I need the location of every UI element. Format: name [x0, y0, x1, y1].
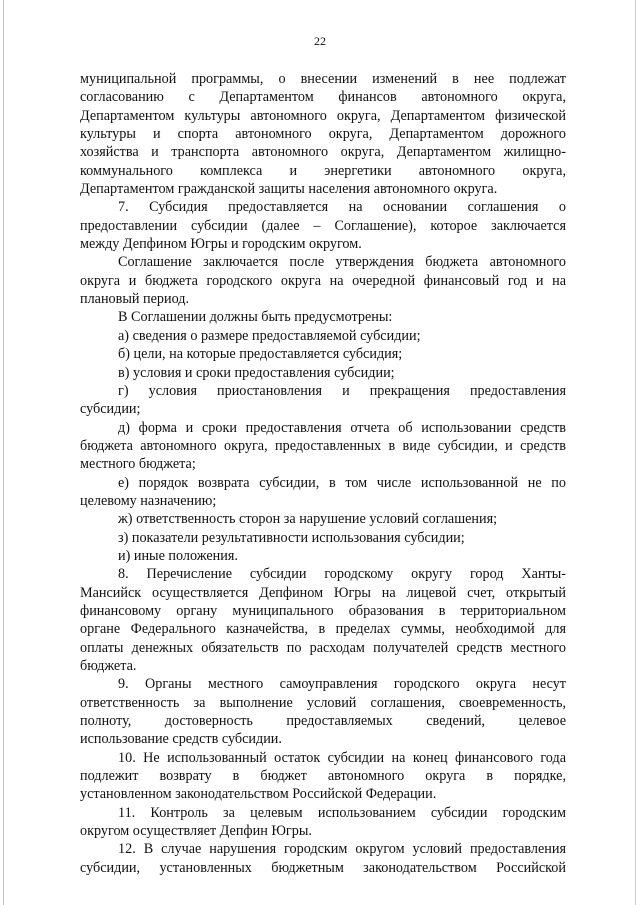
text-line: Соглашение заключается после утверждения бюджета автономного	[118, 254, 566, 271]
text-line: оплаты денежных обязательств по расходам получателей средств местного	[80, 639, 566, 656]
text-line: предоставлении субсидии (далее – Соглашение), которое заключается	[80, 217, 566, 234]
text-line: 7. Субсидия предоставляется на основании соглашения о	[118, 199, 566, 216]
text-line: согласованию с Департаментом финансов автономного округа,	[80, 89, 566, 106]
text-line: бюджета.	[80, 658, 137, 674]
text-line: е) порядок возврата субсидии, в том числе использованной не по	[118, 474, 566, 491]
text-line: целевому назначению;	[80, 492, 217, 509]
text-line: округом осуществляет Депфин Югры.	[80, 823, 312, 840]
text-line: 10. Не использованный остаток субсидии на конец финансового года	[118, 749, 566, 766]
page-number: 22	[314, 34, 326, 48]
text-line: местного бюджета;	[80, 456, 196, 473]
text-line: коммунального комплекса и энергетики автономного округа,	[80, 162, 566, 179]
text-line: Департаментом гражданской защиты населения автономного округа.	[80, 181, 498, 198]
text-line: Департаментом культуры автономного округа, Департаментом физической	[80, 107, 566, 124]
text-line: д) форма и сроки предоставления отчета об использовании средств	[118, 419, 566, 436]
text-line: использование средств субсидии.	[80, 731, 282, 748]
text-line: органе Федерального казначейства, в пределах суммы, необходимой для	[80, 621, 566, 638]
text-line: а) сведения о размере предоставляемой субсидии;	[118, 327, 421, 344]
page-right-edge	[635, 0, 636, 905]
text-line: хозяйства и транспорта автономного округа, Департаментом жилищно-	[80, 144, 566, 161]
text-line: ответственность за выполнение условий соглашения, своевременность,	[80, 694, 566, 711]
text-line: субсидии, установленных бюджетным законодательством Российской	[80, 859, 566, 876]
text-line: субсидии;	[80, 401, 141, 418]
text-line: 9. Органы местного самоуправления городского округа несут	[118, 676, 566, 693]
document-body	[80, 70, 566, 877]
page-left-edge	[3, 0, 4, 905]
text-line: 12. В случае нарушения городским округом условий предоставления	[118, 841, 566, 858]
text-line: плановый период.	[80, 291, 190, 308]
text-line: полноту, достоверность предоставляемых сведений, целевое	[80, 713, 566, 730]
text-line: г) условия приостановления и прекращения предоставления	[118, 382, 566, 399]
text-line: ж) ответственность сторон за нарушение условий соглашения;	[118, 511, 498, 528]
text-line: установленном законодательством Российской Федерации.	[80, 786, 437, 803]
text-line: культуры и спорта автономного округа, Департаментом дорожного	[80, 126, 566, 143]
text-line: округа и бюджета городского округа на очередной финансовый год и на	[80, 272, 566, 289]
text-line: в) условия и сроки предоставления субсидии;	[118, 364, 395, 381]
text-line: Мансийск осуществляется Депфином Югры на лицевой счет, открытый	[80, 584, 566, 601]
text-line: финансовому органу муниципального образования в территориальном	[80, 602, 566, 619]
text-line: з) показатели результативности использования субсидии;	[118, 529, 465, 546]
text-line: между Депфином Югры и городским округом.	[80, 236, 362, 253]
text-line: муниципальной программы, о внесении изменений в нее подлежат	[80, 71, 566, 87]
text-line: подлежит возврату в бюджет автономного округа в порядке,	[80, 768, 566, 785]
text-line: 11. Контроль за целевым использованием субсидии городским	[118, 804, 566, 821]
text-line: бюджета автономного округа, предоставленных в виде субсидии, и средств	[80, 437, 566, 454]
text-line: и) иные положения.	[118, 547, 238, 564]
text-line: В Соглашении должны быть предусмотрены:	[118, 309, 393, 326]
text-line: б) цели, на которые предоставляется субсидия;	[118, 346, 403, 363]
text-line: 8. Перечисление субсидии городскому округу город Ханты-	[118, 566, 566, 583]
